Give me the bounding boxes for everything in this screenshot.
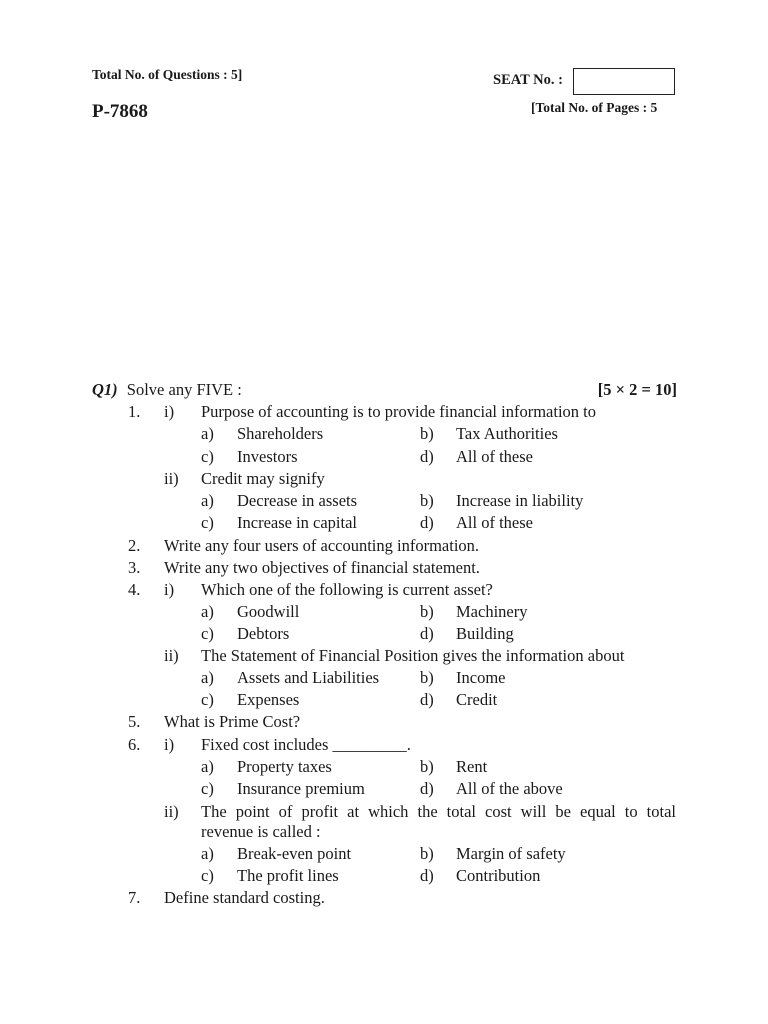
option-text: All of these	[456, 447, 533, 466]
option-label: d)	[420, 447, 434, 466]
item-number: 3.	[128, 558, 141, 577]
item-number: 6.	[128, 735, 141, 754]
option-text: Shareholders	[237, 424, 324, 443]
option-label: d)	[420, 690, 434, 709]
option-text: All of these	[456, 513, 533, 532]
seat-label: SEAT No. :	[493, 72, 563, 88]
total-pages: [Total No. of Pages : 5	[531, 100, 658, 115]
option-text: The profit lines	[237, 866, 339, 885]
sub-item-label: i)	[164, 580, 175, 599]
question-text: Credit may signify	[201, 469, 325, 488]
question-marks: [5 × 2 = 10]	[597, 380, 677, 399]
item-number: 1.	[128, 402, 141, 421]
question-text: Write any two objectives of financial statement.	[164, 558, 480, 577]
option-text: Goodwill	[237, 602, 300, 621]
option-text: Assets and Liabilities	[237, 668, 380, 687]
sub-item-label: i)	[164, 402, 175, 421]
option-text: Decrease in assets	[237, 491, 358, 510]
option-label: c)	[201, 513, 214, 532]
option-label: c)	[201, 624, 214, 643]
option-text: Income	[456, 668, 506, 687]
question-text: Purpose of accounting is to provide financial information to	[201, 402, 596, 421]
option-label: d)	[420, 513, 434, 532]
item-number: 5.	[128, 712, 141, 731]
option-label: b)	[420, 844, 434, 863]
sub-item-label: i)	[164, 735, 175, 754]
option-text: Increase in capital	[237, 513, 358, 532]
question-text: Write any four users of accounting information.	[164, 536, 480, 555]
option-label: b)	[420, 668, 434, 687]
question-text: The point of profit at which the total cost will be equal to total	[201, 802, 676, 821]
option-label: a)	[201, 491, 214, 510]
option-text: All of the above	[456, 779, 563, 798]
question-text: Which one of the following is current asset?	[201, 580, 493, 599]
option-label: c)	[201, 779, 214, 798]
sub-item-label: ii)	[164, 469, 179, 488]
option-text: Machinery	[456, 602, 528, 621]
question-text: What is Prime Cost?	[164, 712, 301, 731]
option-text: Rent	[456, 757, 488, 776]
sub-item-label: ii)	[164, 802, 179, 821]
option-label: a)	[201, 668, 214, 687]
seat-number-box[interactable]	[573, 68, 675, 95]
option-label: c)	[201, 690, 214, 709]
item-number: 7.	[128, 888, 141, 907]
total-questions: Total No. of Questions : 5]	[92, 67, 243, 82]
option-text: Margin of safety	[456, 844, 566, 863]
option-label: a)	[201, 602, 214, 621]
sub-item-label: ii)	[164, 646, 179, 665]
question-instruction: Solve any FIVE :	[126, 380, 242, 399]
option-label: a)	[201, 844, 214, 863]
option-label: b)	[420, 424, 434, 443]
option-label: b)	[420, 602, 434, 621]
option-text: Building	[456, 624, 514, 643]
option-label: d)	[420, 779, 434, 798]
option-label: a)	[201, 757, 214, 776]
option-text: Tax Authorities	[456, 424, 558, 443]
paper-code: P-7868	[92, 101, 148, 122]
option-label: a)	[201, 424, 214, 443]
question-text-continued: revenue is called :	[201, 822, 321, 841]
option-text: Break-even point	[237, 844, 352, 863]
question-text: Fixed cost includes _________.	[201, 735, 411, 754]
item-number: 2.	[128, 536, 141, 555]
option-text: Credit	[456, 690, 498, 709]
option-label: c)	[201, 866, 214, 885]
question-text: Define standard costing.	[164, 888, 325, 907]
question-text: The Statement of Financial Position gives the information about	[201, 646, 625, 665]
option-label: d)	[420, 624, 434, 643]
option-text: Insurance premium	[237, 779, 365, 798]
option-label: d)	[420, 866, 434, 885]
option-text: Increase in liability	[456, 491, 584, 510]
item-number: 4.	[128, 580, 141, 599]
question-number: Q1)	[92, 380, 118, 399]
question-heading	[92, 380, 677, 400]
option-text: Investors	[237, 447, 298, 466]
option-label: c)	[201, 447, 214, 466]
option-text: Expenses	[237, 690, 300, 709]
option-label: b)	[420, 491, 434, 510]
option-label: b)	[420, 757, 434, 776]
option-text: Debtors	[237, 624, 290, 643]
option-text: Property taxes	[237, 757, 332, 776]
option-text: Contribution	[456, 866, 541, 885]
